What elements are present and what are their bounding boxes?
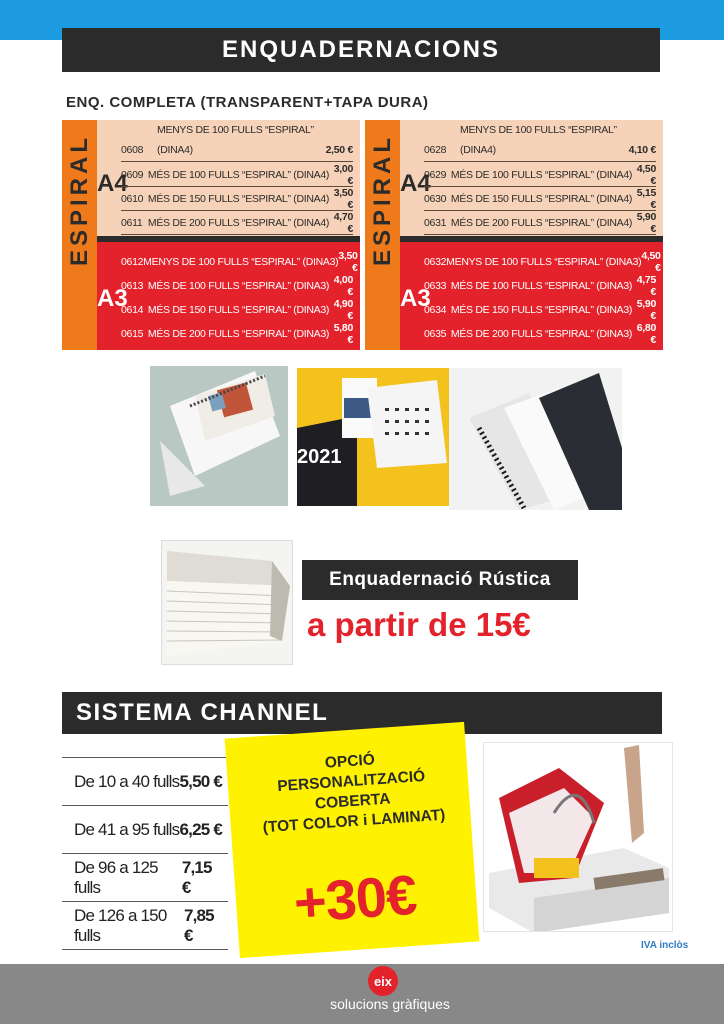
row-price: 5,80 € (333, 322, 353, 346)
row-code: 0633 (424, 280, 447, 292)
row-code: 0611 (121, 216, 143, 229)
row-code: 0632 (424, 256, 447, 268)
promo-price: +30€ (291, 862, 419, 935)
row-desc: MÉS DE 150 FULLS “ESPIRAL” (DINA4) (147, 192, 330, 205)
row-desc: (DINA4) (157, 144, 193, 156)
a3-section (97, 242, 360, 350)
a4-section (400, 120, 663, 237)
table-row (424, 322, 656, 346)
table-row (424, 274, 656, 298)
table-row (121, 322, 353, 346)
promo-line: OPCIÓ (324, 751, 376, 772)
row-desc: MÉS DE 200 FULLS “ESPIRAL” (DINA3) (147, 328, 330, 340)
table-row (424, 250, 661, 274)
row-price: 5,90 € (636, 298, 656, 322)
channel-row (62, 901, 228, 949)
row-desc: MÉS DE 100 FULLS “ESPIRAL” (DINA4) (147, 168, 330, 181)
channel-range: De 10 a 40 fulls (74, 771, 180, 791)
channel-binder-photo (483, 742, 673, 932)
channel-price: 7,85 € (183, 905, 214, 945)
table-row (424, 187, 656, 211)
a3-label: A3 (400, 285, 431, 312)
table-row (121, 211, 353, 235)
a4-label: A4 (97, 170, 128, 197)
row-desc: MENYS DE 100 FULLS “ESPIRAL” (DINA3) (143, 256, 339, 268)
row-code: 0615 (121, 328, 144, 340)
a4-section (97, 120, 360, 237)
row-price: 5,90 € (636, 210, 656, 235)
row-code: 0629 (424, 168, 447, 181)
row-desc-line1: MENYS DE 100 FULLS “ESPIRAL” (157, 124, 314, 136)
row-price: 6,80 € (636, 322, 656, 346)
row-code: 0609 (121, 168, 144, 181)
row-code: 0628 (424, 144, 447, 156)
table-row (121, 120, 353, 162)
row-desc: MENYS DE 100 FULLS “ESPIRAL” (DINA3) (446, 256, 642, 268)
promo-line: COBERTA (314, 790, 391, 813)
row-price: 4,75 € (636, 274, 656, 298)
row-price: 4,50 € (641, 250, 661, 274)
row-price: 2,50 € (325, 144, 353, 156)
a4-label: A4 (400, 170, 431, 197)
row-desc: MÉS DE 150 FULLS “ESPIRAL” (DINA4) (450, 192, 633, 205)
rustic-price: a partir de 15€ (307, 606, 531, 643)
row-code: 0610 (121, 192, 144, 205)
page-title: ENQUADERNACIONS (62, 28, 660, 72)
rustic-title: Enquadernació Rústica (302, 560, 578, 600)
row-code: 0613 (121, 280, 144, 292)
price-table-2 (365, 120, 663, 350)
table-row (121, 250, 358, 274)
row-code: 0608 (121, 144, 144, 156)
row-desc: (DINA4) (460, 144, 496, 156)
row-desc: MÉS DE 200 FULLS “ESPIRAL” (DINA4) (147, 216, 330, 229)
a3-section (400, 242, 663, 350)
channel-range: De 126 a 150 fulls (74, 905, 167, 945)
row-price: 4,90 € (333, 298, 353, 322)
row-price: 3,50 € (333, 186, 353, 211)
row-price: 4,00 € (333, 274, 353, 298)
row-price: 3,00 € (333, 162, 353, 187)
channel-row (62, 757, 228, 805)
table-row (424, 211, 656, 235)
channel-price: 5,50 € (179, 771, 222, 791)
row-code: 0614 (121, 304, 144, 316)
channel-table-bottom-line (62, 949, 228, 950)
row-desc: MÉS DE 100 FULLS “ESPIRAL” (DINA4) (450, 168, 633, 181)
spiral-book-photo (150, 366, 288, 506)
footer (0, 964, 724, 1024)
promo-line: PERSONALITZACIÓ (276, 767, 426, 796)
channel-range: De 96 a 125 fulls (74, 857, 158, 897)
row-desc: MÉS DE 100 FULLS “ESPIRAL” (DINA3) (450, 280, 633, 292)
channel-title: SISTEMA CHANNEL (62, 692, 662, 734)
row-desc: MÉS DE 150 FULLS “ESPIRAL” (DINA3) (450, 304, 633, 316)
channel-range: De 41 a 95 fulls (74, 819, 180, 839)
table-row (424, 298, 656, 322)
row-desc: MÉS DE 100 FULLS “ESPIRAL” (DINA3) (147, 280, 330, 292)
a3-label: A3 (97, 285, 128, 312)
row-code: 0634 (424, 304, 447, 316)
table-row (424, 163, 656, 187)
row-desc-line1: MENYS DE 100 FULLS “ESPIRAL” (460, 124, 617, 136)
side-label: ESPIRAL (368, 134, 396, 267)
spiral-covers-photo (449, 368, 622, 510)
row-price: 4,10 € (628, 144, 656, 156)
calendar-year-text: 2021 (297, 446, 342, 468)
section-subtitle: ENQ. COMPLETA (TRANSPARENT+TAPA DURA) (66, 94, 429, 111)
price-table-1 (62, 120, 360, 350)
channel-price: 6,25 € (179, 819, 222, 839)
channel-row (62, 853, 228, 901)
side-label: ESPIRAL (65, 134, 93, 267)
row-code: 0631 (424, 216, 447, 229)
calendar-photo (297, 368, 454, 506)
row-price: 4,50 € (636, 162, 656, 187)
row-price: 3,50 € (338, 250, 358, 274)
row-code: 0630 (424, 192, 447, 205)
promo-line: (TOT COLOR i LAMINAT) (262, 806, 446, 837)
table-row (121, 298, 353, 322)
eix-logo (368, 966, 398, 996)
row-desc: MÉS DE 200 FULLS “ESPIRAL” (DINA4) (450, 216, 633, 229)
row-desc: MÉS DE 200 FULLS “ESPIRAL” (DINA3) (450, 328, 633, 340)
row-price: 5,15 € (636, 186, 656, 211)
footer-tagline: solucions gràfiques (330, 996, 450, 1012)
row-price: 4,70 € (333, 210, 353, 235)
table-row (121, 274, 353, 298)
iva-note: IVA inclòs (641, 940, 689, 951)
channel-row (62, 805, 228, 853)
rustic-book-photo (161, 540, 293, 665)
promo-text (233, 744, 470, 840)
row-code: 0612 (121, 256, 144, 268)
table-row (121, 187, 353, 211)
row-code: 0635 (424, 328, 447, 340)
table-row (424, 120, 656, 162)
logo-text: eix (373, 974, 393, 989)
channel-price: 7,15 € (181, 857, 212, 897)
row-desc: MÉS DE 150 FULLS “ESPIRAL” (DINA3) (147, 304, 330, 316)
table-row (121, 163, 353, 187)
